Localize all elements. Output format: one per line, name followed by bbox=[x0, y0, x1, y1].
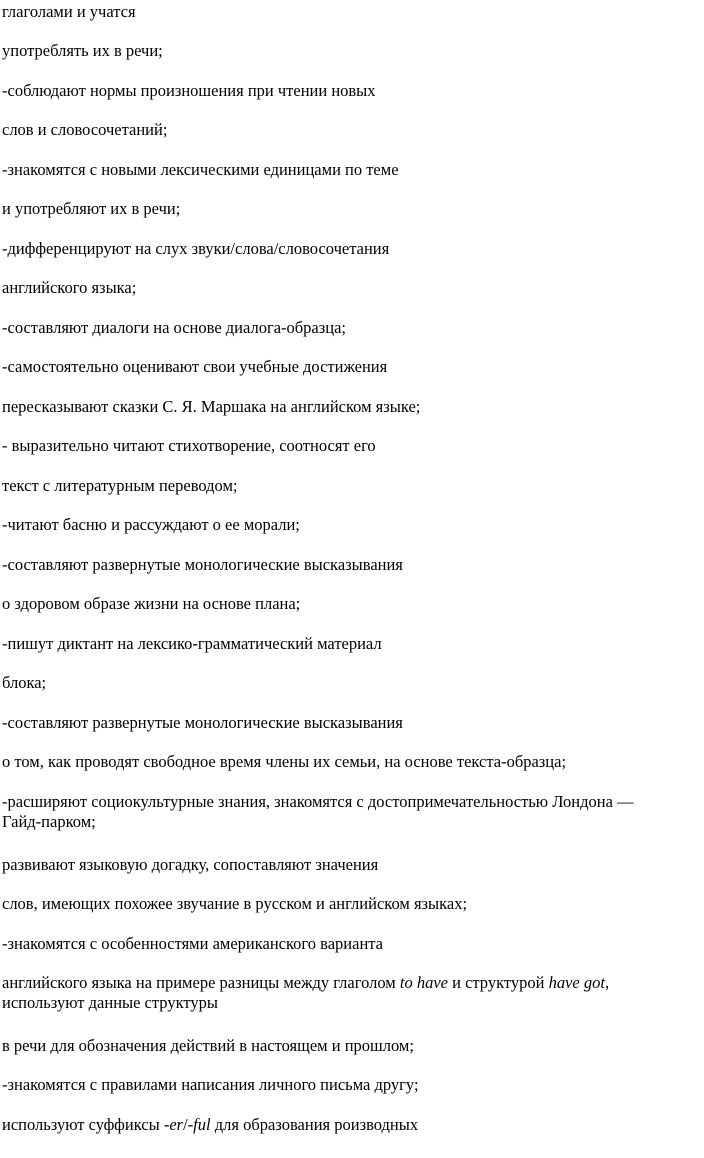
text-line: о здоровом образе жизни на основе плана; bbox=[2, 594, 301, 613]
text-line-mixed bbox=[2, 1115, 418, 1135]
text-line: блока; bbox=[2, 673, 47, 692]
text-line: глаголами и учатся bbox=[2, 2, 136, 21]
text-line: -знакомятся с особенностями американского варианта bbox=[2, 934, 384, 953]
text-line: английского языка; bbox=[2, 278, 137, 297]
text-line: текст с литературным переводом; bbox=[2, 476, 238, 495]
italic-term: to have bbox=[399, 973, 448, 992]
text-line: -составляют развернутые монологические высказывания bbox=[2, 713, 403, 732]
text-line: -расширяют социокультурные знания, знакомятся с достопримечательностью Лондона — bbox=[2, 792, 634, 811]
text-line: и употребляют их в речи; bbox=[2, 199, 181, 218]
text-segment: английского языка на примере разницы между глаголом bbox=[2, 973, 396, 992]
text-line: употреблять их в речи; bbox=[2, 41, 163, 60]
text-segment: используют суффиксы bbox=[2, 1115, 160, 1134]
text-line: Гайд-парком; bbox=[2, 812, 96, 831]
text-line-mixed bbox=[2, 973, 609, 993]
text-line: -читают басню и рассуждают о ее морали; bbox=[2, 515, 300, 534]
text-line: -составляют развернутые монологические высказывания bbox=[2, 555, 403, 574]
text-line: -соблюдают нормы произношения при чтении новых bbox=[2, 81, 376, 100]
text-line: слов и словосочетаний; bbox=[2, 120, 168, 139]
text-line: в речи для обозначения действий в настоящем и прошлом; bbox=[2, 1036, 414, 1055]
text-line: -знакомятся с новыми лексическими единицами по теме bbox=[2, 160, 399, 179]
text-line: развивают языковую догадку, сопоставляют значения bbox=[2, 855, 379, 874]
text-line: - выразительно читают стихотворение, соотносят его bbox=[2, 436, 376, 455]
text-line: слов, имеющих похожее звучание в русском и английском языках; bbox=[2, 894, 468, 913]
text-line: о том, как проводят свободное время члены их семьи, на основе текста-образца; bbox=[2, 752, 567, 771]
text-segment: и структурой bbox=[452, 973, 545, 992]
text-line: -дифференцируют на слух звуки/слова/словосочетания bbox=[2, 239, 390, 258]
text-line: -самостоятельно оценивают свои учебные достижения bbox=[2, 357, 388, 376]
text-line: -составляют диалоги на основе диалога-образца; bbox=[2, 318, 347, 337]
italic-suffix: -ful bbox=[187, 1115, 211, 1134]
text-line: используют данные структуры bbox=[2, 993, 218, 1012]
italic-suffix: -er bbox=[163, 1115, 184, 1134]
italic-term: have got, bbox=[548, 973, 610, 992]
text-segment: / bbox=[183, 1115, 188, 1134]
text-line: -знакомятся с правилами написания личного письма другу; bbox=[2, 1075, 419, 1094]
text-line: пересказывают сказки С. Я. Маршака на английском языке; bbox=[2, 397, 421, 416]
text-line: -пишут диктант на лексико-грамматический материал bbox=[2, 634, 382, 653]
text-segment: для образования роизводных bbox=[214, 1115, 419, 1134]
